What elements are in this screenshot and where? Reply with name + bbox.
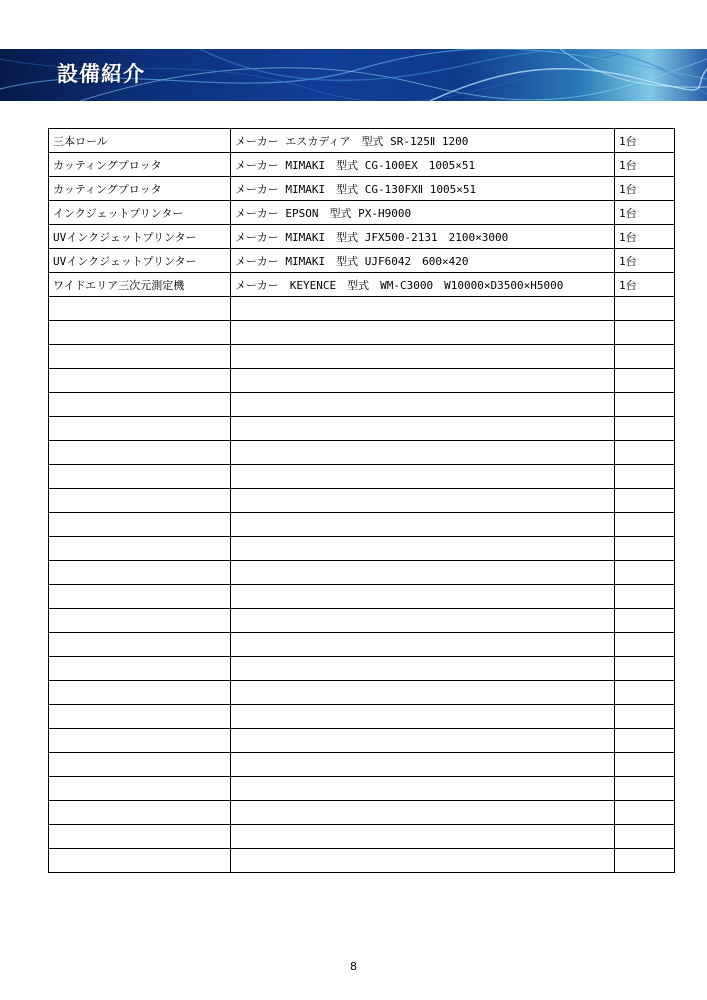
equipment-name-cell bbox=[49, 489, 231, 513]
table-row bbox=[49, 633, 675, 657]
equipment-spec-cell bbox=[231, 345, 615, 369]
equipment-quantity-cell: 1台 bbox=[615, 249, 675, 273]
table-row bbox=[49, 849, 675, 873]
equipment-quantity-cell bbox=[615, 681, 675, 705]
equipment-spec-cell bbox=[231, 849, 615, 873]
equipment-spec-cell bbox=[231, 801, 615, 825]
table-row bbox=[49, 369, 675, 393]
equipment-quantity-cell bbox=[615, 393, 675, 417]
equipment-table bbox=[48, 128, 675, 873]
equipment-spec-cell bbox=[231, 609, 615, 633]
equipment-spec-cell bbox=[231, 657, 615, 681]
equipment-spec-cell bbox=[231, 417, 615, 441]
equipment-name-cell bbox=[49, 513, 231, 537]
equipment-spec-cell bbox=[231, 825, 615, 849]
equipment-quantity-cell: 1台 bbox=[615, 177, 675, 201]
equipment-name-cell bbox=[49, 561, 231, 585]
equipment-name-cell: UVインクジェットプリンター bbox=[49, 249, 231, 273]
equipment-quantity-cell bbox=[615, 777, 675, 801]
equipment-spec-cell bbox=[231, 369, 615, 393]
equipment-name-cell bbox=[49, 801, 231, 825]
equipment-quantity-cell bbox=[615, 825, 675, 849]
table-row bbox=[49, 297, 675, 321]
page-number: 8 bbox=[350, 960, 357, 973]
equipment-spec-cell bbox=[231, 441, 615, 465]
equipment-quantity-cell: 1台 bbox=[615, 225, 675, 249]
table-row bbox=[49, 201, 675, 225]
equipment-table-body bbox=[49, 129, 675, 873]
equipment-spec-cell bbox=[231, 465, 615, 489]
equipment-name-cell bbox=[49, 705, 231, 729]
table-row bbox=[49, 345, 675, 369]
table-row bbox=[49, 729, 675, 753]
equipment-spec-cell bbox=[231, 513, 615, 537]
table-row bbox=[49, 609, 675, 633]
equipment-spec-cell: メーカー MIMAKI 型式 CG-100EX 1005×51 bbox=[231, 153, 615, 177]
equipment-name-cell bbox=[49, 441, 231, 465]
table-row bbox=[49, 153, 675, 177]
table-row bbox=[49, 417, 675, 441]
equipment-spec-cell bbox=[231, 561, 615, 585]
equipment-quantity-cell: 1台 bbox=[615, 129, 675, 153]
page-title: 設備紹介 bbox=[57, 62, 145, 86]
table-row bbox=[49, 825, 675, 849]
table-row bbox=[49, 465, 675, 489]
equipment-name-cell bbox=[49, 537, 231, 561]
equipment-name-cell: UVインクジェットプリンター bbox=[49, 225, 231, 249]
equipment-quantity-cell: 1台 bbox=[615, 273, 675, 297]
table-row bbox=[49, 585, 675, 609]
equipment-name-cell bbox=[49, 633, 231, 657]
equipment-name-cell: インクジェットプリンター bbox=[49, 201, 231, 225]
table-row bbox=[49, 657, 675, 681]
equipment-quantity-cell bbox=[615, 801, 675, 825]
equipment-quantity-cell bbox=[615, 729, 675, 753]
equipment-quantity-cell bbox=[615, 345, 675, 369]
equipment-spec-cell: メーカー KEYENCE 型式 WM-C3000 W10000×D3500×H5000 bbox=[231, 273, 615, 297]
equipment-quantity-cell bbox=[615, 609, 675, 633]
equipment-spec-cell bbox=[231, 585, 615, 609]
equipment-name-cell bbox=[49, 825, 231, 849]
equipment-name-cell bbox=[49, 657, 231, 681]
equipment-name-cell bbox=[49, 321, 231, 345]
equipment-name-cell bbox=[49, 465, 231, 489]
equipment-name-cell bbox=[49, 609, 231, 633]
header-banner bbox=[0, 49, 707, 101]
equipment-quantity-cell bbox=[615, 849, 675, 873]
equipment-quantity-cell bbox=[615, 321, 675, 345]
table-row bbox=[49, 225, 675, 249]
equipment-spec-cell bbox=[231, 705, 615, 729]
table-row bbox=[49, 441, 675, 465]
table-row bbox=[49, 273, 675, 297]
equipment-name-cell bbox=[49, 345, 231, 369]
equipment-quantity-cell bbox=[615, 417, 675, 441]
table-row bbox=[49, 561, 675, 585]
table-row bbox=[49, 177, 675, 201]
equipment-name-cell: カッティングプロッタ bbox=[49, 153, 231, 177]
equipment-name-cell: ワイドエリア三次元測定機 bbox=[49, 273, 231, 297]
table-row bbox=[49, 801, 675, 825]
table-row bbox=[49, 753, 675, 777]
equipment-quantity-cell bbox=[615, 465, 675, 489]
equipment-name-cell bbox=[49, 393, 231, 417]
equipment-spec-cell bbox=[231, 297, 615, 321]
equipment-spec-cell bbox=[231, 753, 615, 777]
equipment-spec-cell bbox=[231, 729, 615, 753]
equipment-spec-cell: メーカー MIMAKI 型式 JFX500-2131 2100×3000 bbox=[231, 225, 615, 249]
equipment-name-cell: 三本ロール bbox=[49, 129, 231, 153]
equipment-quantity-cell bbox=[615, 441, 675, 465]
equipment-quantity-cell bbox=[615, 633, 675, 657]
equipment-quantity-cell: 1台 bbox=[615, 153, 675, 177]
equipment-name-cell bbox=[49, 681, 231, 705]
table-row bbox=[49, 321, 675, 345]
table-row bbox=[49, 489, 675, 513]
equipment-quantity-cell bbox=[615, 753, 675, 777]
equipment-name-cell bbox=[49, 297, 231, 321]
equipment-spec-cell bbox=[231, 393, 615, 417]
equipment-quantity-cell bbox=[615, 369, 675, 393]
table-row bbox=[49, 393, 675, 417]
equipment-quantity-cell bbox=[615, 561, 675, 585]
equipment-name-cell bbox=[49, 369, 231, 393]
table-row bbox=[49, 777, 675, 801]
equipment-spec-cell: メーカー MIMAKI 型式 UJF6042 600×420 bbox=[231, 249, 615, 273]
equipment-spec-cell bbox=[231, 537, 615, 561]
table-row bbox=[49, 513, 675, 537]
equipment-name-cell bbox=[49, 777, 231, 801]
equipment-quantity-cell bbox=[615, 705, 675, 729]
equipment-quantity-cell bbox=[615, 489, 675, 513]
equipment-name-cell bbox=[49, 753, 231, 777]
equipment-spec-cell bbox=[231, 681, 615, 705]
equipment-name-cell: カッティングプロッタ bbox=[49, 177, 231, 201]
equipment-spec-cell: メーカー EPSON 型式 PX-H9000 bbox=[231, 201, 615, 225]
table-row bbox=[49, 537, 675, 561]
equipment-spec-cell: メーカー エスカディア 型式 SR-125Ⅱ 1200 bbox=[231, 129, 615, 153]
table-row bbox=[49, 705, 675, 729]
equipment-spec-cell bbox=[231, 489, 615, 513]
equipment-spec-cell bbox=[231, 633, 615, 657]
table-row bbox=[49, 249, 675, 273]
equipment-quantity-cell bbox=[615, 537, 675, 561]
equipment-spec-cell bbox=[231, 777, 615, 801]
equipment-name-cell bbox=[49, 729, 231, 753]
equipment-quantity-cell: 1台 bbox=[615, 201, 675, 225]
equipment-quantity-cell bbox=[615, 657, 675, 681]
equipment-quantity-cell bbox=[615, 585, 675, 609]
table-row bbox=[49, 129, 675, 153]
equipment-quantity-cell bbox=[615, 513, 675, 537]
equipment-name-cell bbox=[49, 417, 231, 441]
equipment-spec-cell: メーカー MIMAKI 型式 CG-130FXⅡ 1005×51 bbox=[231, 177, 615, 201]
equipment-name-cell bbox=[49, 585, 231, 609]
equipment-spec-cell bbox=[231, 321, 615, 345]
equipment-name-cell bbox=[49, 849, 231, 873]
table-row bbox=[49, 681, 675, 705]
equipment-quantity-cell bbox=[615, 297, 675, 321]
